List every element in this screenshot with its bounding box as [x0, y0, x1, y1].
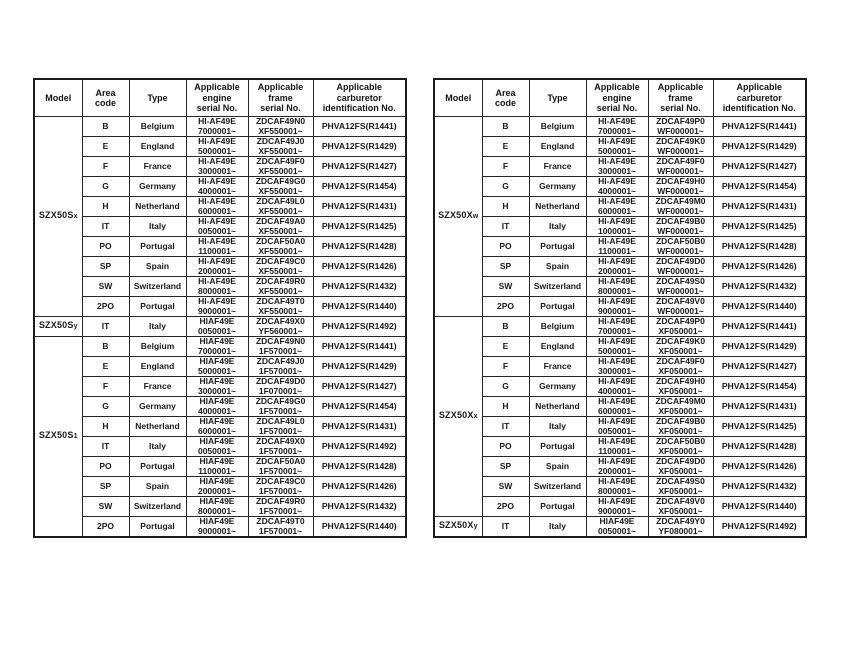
engine-serial-cell: HIAF49E 7000001~: [186, 337, 248, 357]
frame-serial-cell: ZDCAF49S0 WF000001~: [648, 277, 713, 297]
table-row: [34, 237, 406, 257]
model-base: SZX50S: [38, 320, 74, 331]
frame-serial-cell: ZDCAF49B0 XF050001~: [648, 417, 713, 437]
type-cell: Belgium: [129, 117, 186, 137]
table-row: [434, 497, 806, 517]
carburetor-id-cell: PHVA12FS(R1492): [713, 517, 806, 538]
frame-serial-cell: ZDCAF49F0 WF000001~: [648, 157, 713, 177]
table-row: [34, 377, 406, 397]
column-header: Area code: [482, 79, 529, 117]
carburetor-id-cell: PHVA12FS(R1431): [313, 417, 406, 437]
frame-serial-cell: ZDCAF50B0 XF050001~: [648, 437, 713, 457]
type-cell: Switzerland: [129, 497, 186, 517]
area-code-cell: SW: [82, 277, 129, 297]
engine-serial-cell: HIAF49E 3000001~: [186, 377, 248, 397]
type-cell: Netherland: [529, 197, 586, 217]
type-cell: Switzerland: [529, 477, 586, 497]
frame-serial-cell: ZDCAF50B0 WF000001~: [648, 237, 713, 257]
frame-serial-cell: ZDCAF49T0 XF550001~: [248, 297, 313, 317]
frame-serial-cell: ZDCAF49C0 1F570001~: [248, 477, 313, 497]
carburetor-id-cell: PHVA12FS(R1431): [713, 397, 806, 417]
frame-serial-cell: ZDCAF49M0 XF050001~: [648, 397, 713, 417]
table-row: [34, 357, 406, 377]
area-code-cell: SP: [482, 457, 529, 477]
area-code-cell: PO: [82, 237, 129, 257]
table-row: [34, 157, 406, 177]
type-cell: Italy: [129, 437, 186, 457]
type-cell: Switzerland: [129, 277, 186, 297]
carburetor-id-cell: PHVA12FS(R1432): [713, 277, 806, 297]
engine-serial-cell: HI-AF49E 1000001~: [586, 217, 648, 237]
frame-serial-cell: ZDCAF49F0 XF550001~: [248, 157, 313, 177]
frame-serial-cell: ZDCAF49T0 1F570001~: [248, 517, 313, 538]
frame-serial-cell: ZDCAF49M0 WF000001~: [648, 197, 713, 217]
frame-serial-cell: ZDCAF49B0 WF000001~: [648, 217, 713, 237]
type-cell: Italy: [129, 217, 186, 237]
carburetor-id-cell: PHVA12FS(R1427): [713, 357, 806, 377]
model-cell: [434, 317, 482, 517]
table-row: [34, 517, 406, 538]
type-cell: Belgium: [529, 117, 586, 137]
area-code-cell: SP: [82, 257, 129, 277]
type-cell: Netherland: [129, 417, 186, 437]
carburetor-id-cell: PHVA12FS(R1428): [713, 237, 806, 257]
model-cell: [34, 317, 82, 337]
column-header: Applicable carburetor identification No.: [713, 79, 806, 117]
type-cell: Spain: [129, 477, 186, 497]
engine-serial-cell: HI-AF49E 1100001~: [586, 237, 648, 257]
type-cell: England: [129, 357, 186, 377]
engine-serial-cell: HI-AF49E 4000001~: [586, 177, 648, 197]
frame-serial-cell: ZDCAF49V0 XF050001~: [648, 497, 713, 517]
type-cell: Netherland: [129, 197, 186, 217]
area-code-cell: B: [482, 317, 529, 337]
engine-serial-cell: HI-AF49E 6000001~: [586, 397, 648, 417]
table-row: [34, 457, 406, 477]
type-cell: Portugal: [529, 437, 586, 457]
table-row: [34, 197, 406, 217]
frame-serial-cell: ZDCAF49D0 WF000001~: [648, 257, 713, 277]
area-code-cell: SP: [482, 257, 529, 277]
type-cell: Germany: [129, 397, 186, 417]
area-code-cell: B: [82, 337, 129, 357]
frame-serial-cell: ZDCAF49J0 XF550001~: [248, 137, 313, 157]
frame-serial-cell: ZDCAF49D0 1F070001~: [248, 377, 313, 397]
engine-serial-cell: HI-AF49E 7000001~: [586, 317, 648, 337]
area-code-cell: IT: [482, 417, 529, 437]
area-code-cell: IT: [482, 217, 529, 237]
table-row: [34, 297, 406, 317]
table-row: [434, 217, 806, 237]
type-cell: France: [529, 357, 586, 377]
type-cell: France: [129, 157, 186, 177]
serial-number-table-right: [433, 78, 807, 538]
engine-serial-cell: HIAF49E 5000001~: [186, 357, 248, 377]
area-code-cell: E: [82, 357, 129, 377]
frame-serial-cell: ZDCAF49K0 XF050001~: [648, 337, 713, 357]
frame-serial-cell: ZDCAF49N0 1F570001~: [248, 337, 313, 357]
carburetor-id-cell: PHVA12FS(R1432): [713, 477, 806, 497]
type-cell: Spain: [529, 457, 586, 477]
engine-serial-cell: HI-AF49E 9000001~: [186, 297, 248, 317]
area-code-cell: SP: [82, 477, 129, 497]
area-code-cell: E: [482, 137, 529, 157]
engine-serial-cell: HIAF49E 0050001~: [186, 317, 248, 337]
area-code-cell: F: [82, 377, 129, 397]
model-cell: [434, 117, 482, 317]
frame-serial-cell: ZDCAF49D0 XF050001~: [648, 457, 713, 477]
area-code-cell: B: [82, 117, 129, 137]
area-code-cell: PO: [482, 437, 529, 457]
carburetor-id-cell: PHVA12FS(R1429): [313, 357, 406, 377]
engine-serial-cell: HI-AF49E 4000001~: [586, 377, 648, 397]
engine-serial-cell: HI-AF49E 1100001~: [586, 437, 648, 457]
type-cell: France: [129, 377, 186, 397]
area-code-cell: SW: [482, 477, 529, 497]
area-code-cell: H: [482, 197, 529, 217]
frame-serial-cell: ZDCAF49R0 XF550001~: [248, 277, 313, 297]
frame-serial-cell: ZDCAF49X0 1F570001~: [248, 437, 313, 457]
frame-serial-cell: ZDCAF49H0 XF050001~: [648, 377, 713, 397]
area-code-cell: IT: [82, 317, 129, 337]
model-year-suffix: y: [73, 323, 78, 331]
frame-serial-cell: ZDCAF49N0 XF550001~: [248, 117, 313, 137]
type-cell: Belgium: [529, 317, 586, 337]
engine-serial-cell: HIAF49E 4000001~: [186, 397, 248, 417]
area-code-cell: 2PO: [482, 297, 529, 317]
table-row: [34, 417, 406, 437]
engine-serial-cell: HI-AF49E 2000001~: [586, 257, 648, 277]
area-code-cell: IT: [82, 217, 129, 237]
table-row: [434, 417, 806, 437]
engine-serial-cell: HI-AF49E 6000001~: [186, 197, 248, 217]
table-row: [434, 117, 806, 137]
carburetor-id-cell: PHVA12FS(R1454): [713, 177, 806, 197]
frame-serial-cell: ZDCAF49P0 WF000001~: [648, 117, 713, 137]
table-row: [434, 337, 806, 357]
type-cell: Belgium: [129, 337, 186, 357]
table-row: [34, 337, 406, 357]
column-header: Type: [529, 79, 586, 117]
column-header: Applicable frame serial No.: [248, 79, 313, 117]
type-cell: Portugal: [529, 297, 586, 317]
carburetor-id-cell: PHVA12FS(R1454): [713, 377, 806, 397]
engine-serial-cell: HI-AF49E 4000001~: [186, 177, 248, 197]
area-code-cell: G: [482, 177, 529, 197]
column-header: Model: [34, 79, 82, 117]
table-row: [434, 317, 806, 337]
header-row: [434, 79, 806, 117]
area-code-cell: 2PO: [82, 517, 129, 538]
carburetor-id-cell: PHVA12FS(R1427): [313, 157, 406, 177]
frame-serial-cell: ZDCAF49S0 XF050001~: [648, 477, 713, 497]
frame-serial-cell: ZDCAF49Y0 YF080001~: [648, 517, 713, 538]
table-row: [34, 317, 406, 337]
frame-serial-cell: ZDCAF49G0 1F570001~: [248, 397, 313, 417]
area-code-cell: G: [482, 377, 529, 397]
engine-serial-cell: HI-AF49E 3000001~: [186, 157, 248, 177]
table-row: [434, 457, 806, 477]
carburetor-id-cell: PHVA12FS(R1425): [313, 217, 406, 237]
table-row: [434, 297, 806, 317]
area-code-cell: IT: [482, 517, 529, 538]
model-base: SZX50X: [438, 210, 473, 221]
carburetor-id-cell: PHVA12FS(R1440): [313, 297, 406, 317]
carburetor-id-cell: PHVA12FS(R1429): [713, 137, 806, 157]
type-cell: Portugal: [129, 457, 186, 477]
engine-serial-cell: HI-AF49E 3000001~: [586, 357, 648, 377]
area-code-cell: SW: [82, 497, 129, 517]
engine-serial-cell: HIAF49E 2000001~: [186, 477, 248, 497]
carburetor-id-cell: PHVA12FS(R1429): [313, 137, 406, 157]
carburetor-id-cell: PHVA12FS(R1492): [313, 317, 406, 337]
table-row: [434, 437, 806, 457]
type-cell: Portugal: [529, 237, 586, 257]
engine-serial-cell: HI-AF49E 5000001~: [586, 137, 648, 157]
area-code-cell: B: [482, 117, 529, 137]
frame-serial-cell: ZDCAF49A0 XF550001~: [248, 217, 313, 237]
carburetor-id-cell: PHVA12FS(R1425): [713, 217, 806, 237]
engine-serial-cell: HI-AF49E 8000001~: [186, 277, 248, 297]
column-header: Applicable frame serial No.: [648, 79, 713, 117]
frame-serial-cell: ZDCAF50A0 1F570001~: [248, 457, 313, 477]
table-row: [434, 177, 806, 197]
frame-serial-cell: ZDCAF49F0 XF050001~: [648, 357, 713, 377]
model-year-suffix: x: [73, 213, 78, 221]
area-code-cell: G: [82, 397, 129, 417]
engine-serial-cell: HI-AF49E 5000001~: [586, 337, 648, 357]
table-row: [34, 497, 406, 517]
type-cell: Germany: [529, 377, 586, 397]
engine-serial-cell: HIAF49E 9000001~: [186, 517, 248, 538]
frame-serial-cell: ZDCAF49V0 WF000001~: [648, 297, 713, 317]
table-row: [434, 277, 806, 297]
carburetor-id-cell: PHVA12FS(R1441): [313, 117, 406, 137]
engine-serial-cell: HI-AF49E 8000001~: [586, 477, 648, 497]
area-code-cell: H: [82, 197, 129, 217]
model-base: SZX50X: [438, 410, 474, 421]
model-base: SZX50S: [38, 430, 74, 441]
model-base: SZX50S: [38, 210, 74, 221]
engine-serial-cell: HI-AF49E 0050001~: [586, 417, 648, 437]
model-cell: [34, 117, 82, 317]
frame-serial-cell: ZDCAF49L0 1F570001~: [248, 417, 313, 437]
carburetor-id-cell: PHVA12FS(R1440): [313, 517, 406, 538]
engine-serial-cell: HIAF49E 0050001~: [186, 437, 248, 457]
carburetor-id-cell: PHVA12FS(R1441): [713, 117, 806, 137]
table-row: [434, 477, 806, 497]
type-cell: Portugal: [129, 237, 186, 257]
area-code-cell: 2PO: [82, 297, 129, 317]
column-header: Model: [434, 79, 482, 117]
engine-serial-cell: HIAF49E 1100001~: [186, 457, 248, 477]
carburetor-id-cell: PHVA12FS(R1441): [313, 337, 406, 357]
area-code-cell: IT: [82, 437, 129, 457]
table-row: [34, 257, 406, 277]
carburetor-id-cell: PHVA12FS(R1426): [313, 257, 406, 277]
table-row: [34, 397, 406, 417]
table-row: [34, 177, 406, 197]
table-row: [434, 157, 806, 177]
engine-serial-cell: HI-AF49E 7000001~: [586, 117, 648, 137]
area-code-cell: SW: [482, 277, 529, 297]
model-cell: [434, 517, 482, 538]
column-header: Area code: [82, 79, 129, 117]
carburetor-id-cell: PHVA12FS(R1425): [713, 417, 806, 437]
carburetor-id-cell: PHVA12FS(R1429): [713, 337, 806, 357]
carburetor-id-cell: PHVA12FS(R1428): [313, 237, 406, 257]
area-code-cell: E: [82, 137, 129, 157]
carburetor-id-cell: PHVA12FS(R1454): [313, 397, 406, 417]
carburetor-id-cell: PHVA12FS(R1427): [313, 377, 406, 397]
area-code-cell: H: [82, 417, 129, 437]
type-cell: Italy: [129, 317, 186, 337]
frame-serial-cell: ZDCAF49G0 XF550001~: [248, 177, 313, 197]
column-header: Applicable engine serial No.: [186, 79, 248, 117]
table-row: [434, 257, 806, 277]
engine-serial-cell: HI-AF49E 6000001~: [586, 197, 648, 217]
table-row: [34, 437, 406, 457]
column-header: Applicable carburetor identification No.: [313, 79, 406, 117]
frame-serial-cell: ZDCAF49L0 XF550001~: [248, 197, 313, 217]
type-cell: Italy: [529, 217, 586, 237]
area-code-cell: PO: [482, 237, 529, 257]
type-cell: England: [529, 337, 586, 357]
model-cell: [34, 337, 82, 538]
type-cell: Portugal: [129, 297, 186, 317]
area-code-cell: E: [482, 337, 529, 357]
carburetor-id-cell: PHVA12FS(R1427): [713, 157, 806, 177]
table-row: [34, 217, 406, 237]
engine-serial-cell: HI-AF49E 5000001~: [186, 137, 248, 157]
model-year-suffix: x: [473, 413, 478, 421]
type-cell: Germany: [529, 177, 586, 197]
engine-serial-cell: HI-AF49E 0050001~: [186, 217, 248, 237]
engine-serial-cell: HIAF49E 0050001~: [586, 517, 648, 538]
carburetor-id-cell: PHVA12FS(R1441): [713, 317, 806, 337]
area-code-cell: H: [482, 397, 529, 417]
frame-serial-cell: ZDCAF49C0 XF550001~: [248, 257, 313, 277]
type-cell: England: [529, 137, 586, 157]
engine-serial-cell: HI-AF49E 8000001~: [586, 277, 648, 297]
carburetor-id-cell: PHVA12FS(R1426): [713, 257, 806, 277]
type-cell: Switzerland: [529, 277, 586, 297]
frame-serial-cell: ZDCAF49P0 XF050001~: [648, 317, 713, 337]
area-code-cell: 2PO: [482, 497, 529, 517]
engine-serial-cell: HI-AF49E 3000001~: [586, 157, 648, 177]
area-code-cell: F: [482, 157, 529, 177]
area-code-cell: PO: [82, 457, 129, 477]
type-cell: Italy: [529, 517, 586, 538]
table-row: [434, 237, 806, 257]
frame-serial-cell: ZDCAF49J0 1F570001~: [248, 357, 313, 377]
carburetor-id-cell: PHVA12FS(R1426): [313, 477, 406, 497]
area-code-cell: F: [482, 357, 529, 377]
frame-serial-cell: ZDCAF49R0 1F570001~: [248, 497, 313, 517]
type-cell: Spain: [529, 257, 586, 277]
serial-number-table-left: [33, 78, 407, 538]
table-row: [434, 517, 806, 538]
type-cell: France: [529, 157, 586, 177]
carburetor-id-cell: PHVA12FS(R1432): [313, 497, 406, 517]
table-row: [434, 377, 806, 397]
carburetor-id-cell: PHVA12FS(R1428): [713, 437, 806, 457]
column-header: Applicable engine serial No.: [586, 79, 648, 117]
table-row: [34, 117, 406, 137]
table-row: [434, 357, 806, 377]
model-year-suffix: w: [472, 213, 479, 221]
frame-serial-cell: ZDCAF50A0 XF550001~: [248, 237, 313, 257]
model-year-suffix: y: [473, 523, 478, 531]
carburetor-id-cell: PHVA12FS(R1492): [313, 437, 406, 457]
carburetor-id-cell: PHVA12FS(R1431): [313, 197, 406, 217]
engine-serial-cell: HI-AF49E 7000001~: [186, 117, 248, 137]
table-row: [34, 477, 406, 497]
carburetor-id-cell: PHVA12FS(R1428): [313, 457, 406, 477]
engine-serial-cell: HI-AF49E 9000001~: [586, 497, 648, 517]
column-header: Type: [129, 79, 186, 117]
area-code-cell: F: [82, 157, 129, 177]
engine-serial-cell: HIAF49E 8000001~: [186, 497, 248, 517]
model-base: SZX50X: [438, 520, 474, 531]
type-cell: Portugal: [129, 517, 186, 538]
carburetor-id-cell: PHVA12FS(R1432): [313, 277, 406, 297]
carburetor-id-cell: PHVA12FS(R1426): [713, 457, 806, 477]
model-year-suffix: 1: [73, 433, 78, 441]
table-row: [434, 137, 806, 157]
type-cell: Italy: [529, 417, 586, 437]
type-cell: Germany: [129, 177, 186, 197]
frame-serial-cell: ZDCAF49X0 YF560001~: [248, 317, 313, 337]
engine-serial-cell: HIAF49E 6000001~: [186, 417, 248, 437]
header-row: [34, 79, 406, 117]
table-row: [34, 137, 406, 157]
area-code-cell: G: [82, 177, 129, 197]
type-cell: England: [129, 137, 186, 157]
type-cell: Netherland: [529, 397, 586, 417]
table-row: [34, 277, 406, 297]
engine-serial-cell: HI-AF49E 1100001~: [186, 237, 248, 257]
frame-serial-cell: ZDCAF49K0 WF000001~: [648, 137, 713, 157]
type-cell: Spain: [129, 257, 186, 277]
type-cell: Portugal: [529, 497, 586, 517]
engine-serial-cell: HI-AF49E 2000001~: [186, 257, 248, 277]
engine-serial-cell: HI-AF49E 2000001~: [586, 457, 648, 477]
frame-serial-cell: ZDCAF49H0 WF000001~: [648, 177, 713, 197]
carburetor-id-cell: PHVA12FS(R1440): [713, 297, 806, 317]
table-row: [434, 197, 806, 217]
carburetor-id-cell: PHVA12FS(R1431): [713, 197, 806, 217]
table-row: [434, 397, 806, 417]
engine-serial-cell: HI-AF49E 9000001~: [586, 297, 648, 317]
carburetor-id-cell: PHVA12FS(R1440): [713, 497, 806, 517]
carburetor-id-cell: PHVA12FS(R1454): [313, 177, 406, 197]
